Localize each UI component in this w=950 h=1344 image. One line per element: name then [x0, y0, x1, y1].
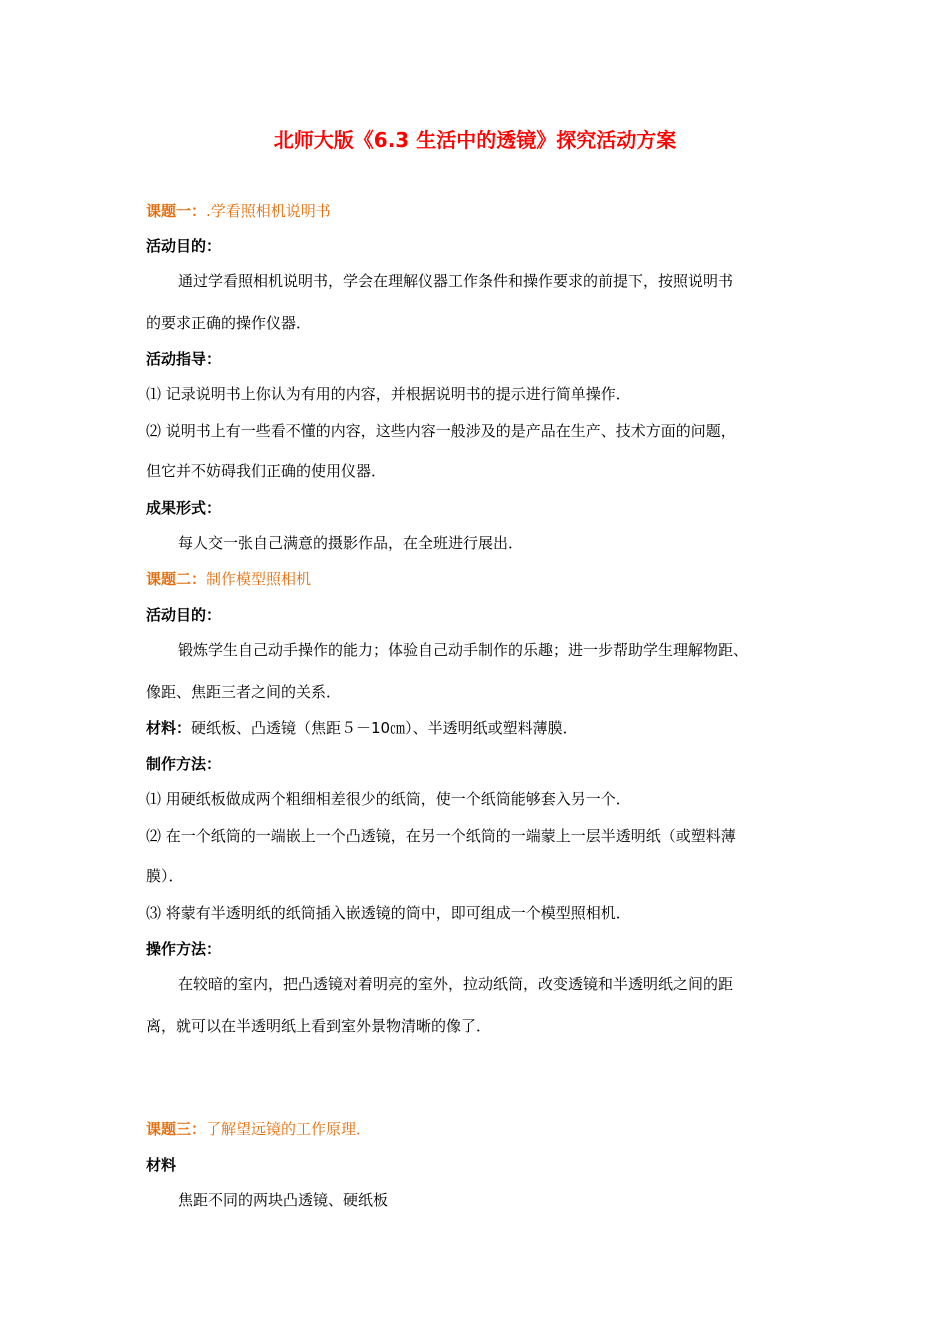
topic2-material	[146, 718, 578, 738]
topic2-op-heading: 操作方法：	[146, 940, 222, 958]
topic1-purpose-line2: 的要求正确的操作仪器．	[146, 314, 312, 332]
topic1-purpose-line1: 通过学看照相机说明书，学会在理解仪器工作条件和操作要求的前提下，按照说明书	[178, 272, 734, 290]
topic1-purpose-heading: 活动目的：	[146, 237, 222, 255]
topic1-result-heading: 成果形式：	[146, 499, 222, 517]
topic2-label: 课题二：	[146, 570, 207, 588]
topic2-make-step3: ⑶ 将蒙有半透明纸的纸筒插入嵌透镜的筒中，即可组成一个模型照相机．	[146, 904, 631, 922]
topic2-purpose-line2: 像距、焦距三者之间的关系．	[146, 683, 342, 701]
topic2-make-step2-line2: 膜）．	[146, 867, 184, 885]
document-title: 北师大版《6.3 生活中的透镜》探究活动方案	[273, 128, 677, 152]
topic1-guide-item2-line1: ⑵ 说明书上有一些看不懂的内容，这些内容一般涉及的是产品在生产、技术方面的问题，	[146, 422, 736, 440]
topic2-material-text: 硬纸板、凸透镜（焦距５－10㎝）、半透明纸或塑料薄膜．	[191, 719, 578, 737]
topic2-make-heading: 制作方法：	[146, 755, 222, 773]
topic2-purpose-heading: 活动目的：	[146, 606, 222, 624]
topic3-text: 了解望远镜的工作原理．	[206, 1120, 372, 1138]
topic2-heading	[146, 569, 311, 589]
topic3-material-text: 焦距不同的两块凸透镜、硬纸板	[178, 1191, 389, 1209]
topic1-guide-item1: ⑴ 记录说明书上你认为有用的内容，并根据说明书的提示进行简单操作．	[146, 385, 631, 403]
topic2-make-step1: ⑴ 用硬纸板做成两个粗细相差很少的纸筒，使一个纸筒能够套入另一个．	[146, 790, 631, 808]
topic1-heading	[146, 201, 331, 221]
topic2-make-step2-line1: ⑵ 在一个纸筒的一端嵌上一个凸透镜，在另一个纸筒的一端蒙上一层半透明纸（或塑料薄	[146, 827, 736, 845]
topic1-text: .学看照相机说明书	[206, 202, 331, 220]
topic1-guide-heading: 活动指导：	[146, 350, 222, 368]
topic1-guide-item2-line2: 但它并不妨碍我们正确的使用仪器．	[146, 462, 387, 480]
topic1-label: 课题一：	[146, 202, 207, 220]
topic3-material-heading: 材料	[146, 1156, 177, 1174]
topic2-text: 制作模型照相机	[206, 570, 312, 588]
topic2-material-label: 材料：	[146, 719, 192, 737]
topic3-label: 课题三：	[146, 1120, 207, 1138]
topic2-op-line2: 离，就可以在半透明纸上看到室外景物清晰的像了．	[146, 1017, 492, 1035]
topic2-purpose-line1: 锻炼学生自己动手操作的能力；体验自己动手制作的乐趣；进一步帮助学生理解物距、	[178, 641, 749, 659]
topic1-result-text: 每人交一张自己满意的摄影作品，在全班进行展出．	[178, 534, 524, 552]
topic2-op-line1: 在较暗的室内，把凸透镜对着明亮的室外，拉动纸筒，改变透镜和半透明纸之间的距	[178, 975, 734, 993]
topic3-heading	[146, 1119, 371, 1139]
